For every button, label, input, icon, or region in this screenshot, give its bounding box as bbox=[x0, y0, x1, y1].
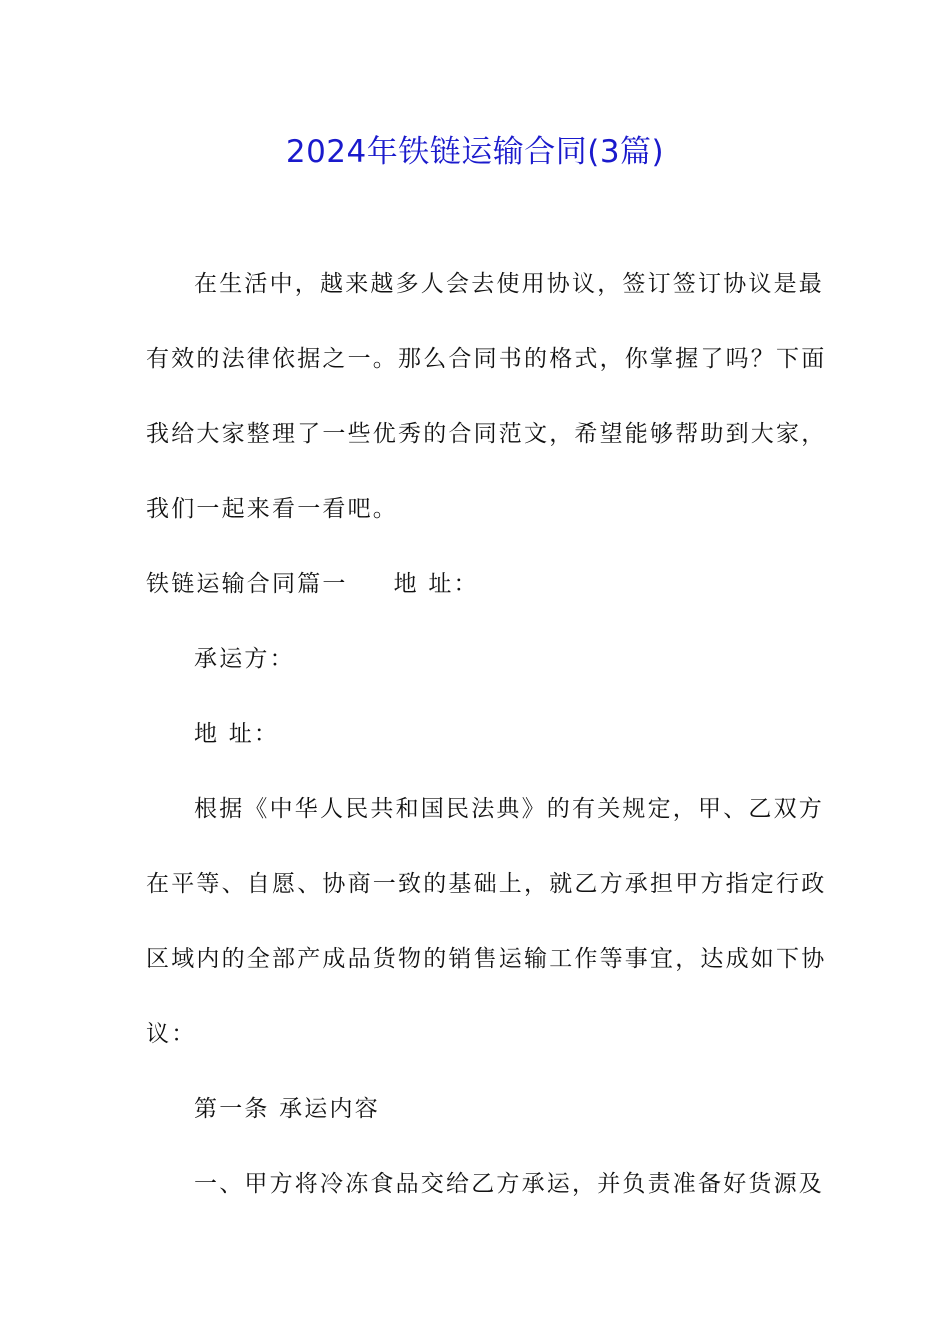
document-title: 2024年铁链运输合同(3篇) bbox=[285, 134, 665, 170]
paragraph-line: 我给大家整理了一些优秀的合同范文，希望能够帮助到大家， bbox=[146, 421, 827, 447]
section-heading: 铁链运输合同篇一 bbox=[146, 571, 348, 597]
article-heading: 第一条 承运内容 bbox=[194, 1096, 380, 1122]
paragraph-line: 议： bbox=[146, 1021, 197, 1047]
paragraph-line: 一、甲方将冷冻食品交给乙方承运，并负责准备好货源及 bbox=[194, 1171, 824, 1197]
section-heading-line bbox=[146, 568, 479, 600]
carrier-label: 承运方： bbox=[194, 646, 295, 672]
paragraph-line: 区域内的全部产成品货物的销售运输工作等事宜，达成如下协 bbox=[146, 946, 827, 972]
address-label: 地 址： bbox=[393, 571, 479, 597]
paragraph-line: 在生活中，越来越多人会去使用协议，签订签订协议是最 bbox=[194, 271, 824, 297]
paragraph-line: 有效的法律依据之一。那么合同书的格式，你掌握了吗？下面 bbox=[146, 346, 827, 372]
paragraph-line: 根据《中华人民共和国民法典》的有关规定，甲、乙双方 bbox=[194, 796, 824, 822]
paragraph-line: 在平等、自愿、协商一致的基础上，就乙方承担甲方指定行政 bbox=[146, 871, 827, 897]
paragraph-line: 我们一起来看一看吧。 bbox=[146, 496, 398, 522]
address-label: 地 址： bbox=[194, 721, 280, 747]
